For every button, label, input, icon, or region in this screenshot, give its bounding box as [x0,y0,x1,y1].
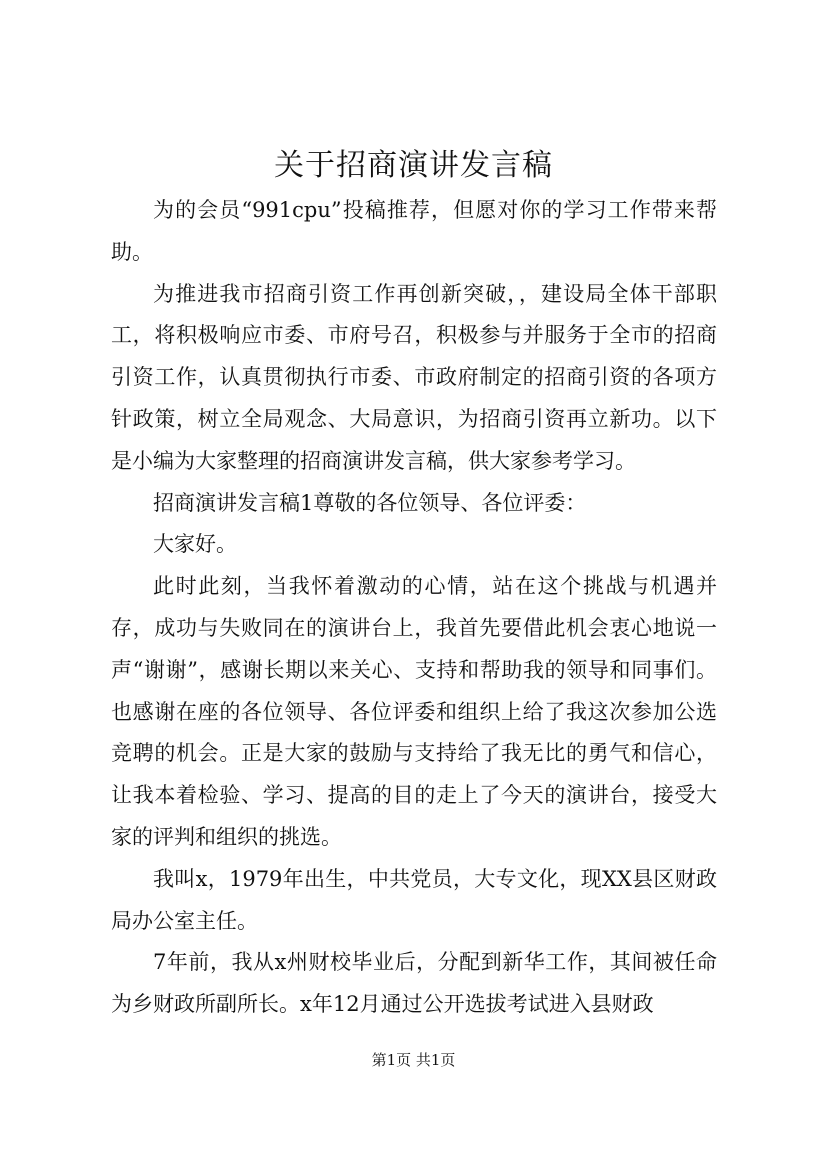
paragraph: 为的会员“991cpu”投稿推荐，但愿对你的学习工作带来帮助。 [111,198,717,264]
page-footer: 第1页 共1页 [371,1051,456,1069]
paragraph: 为推进我市招商引资工作再创新突破，，建设局全体干部职工，将积极响应市委、市府号召，积极参与并服务于全市的招商引资工作，认真贯彻执行市委、市政府制定的招商引资的各项方针政策，树立全局观念、大局意识，为招商引资再立新功。以下是小编为大家整理的招商演讲发言稿，供大家参考学习。 [111,281,717,473]
document-title: 关于招商演讲发言稿 [274,148,553,183]
paragraph: 7年前，我从x州财校毕业后，分配到新华工作，其间被任命为乡财政所副所长。x年12月通过公开选拔考试进入县财政 [111,950,717,1017]
paragraph: 此时此刻，当我怀着激动的心情，站在这个挑战与机遇并存，成功与失败同在的演讲台上，我首先要借此机会衷心地说一声“谢谢”，感谢长期以来关心、支持和帮助我的领导和同事们。也感谢在座的各位领导、各位评委和组织上给了我这次参加公选竞聘的机会。正是大家的鼓励与支持给了我无比的勇气和信心，让我本着检验、学习、提高的目的走上了今天的演讲台，接受大家的评判和组织的挑选。 [111,574,717,849]
document-body [111,190,717,1026]
paragraph: 我叫x，1979年出生，中共党员，大专文化，现XX县区财政局办公室主任。 [111,866,717,933]
paragraph: 招商演讲发言稿1尊敬的各位领导、各位评委： [153,490,587,515]
paragraph: 大家好。 [153,532,237,557]
